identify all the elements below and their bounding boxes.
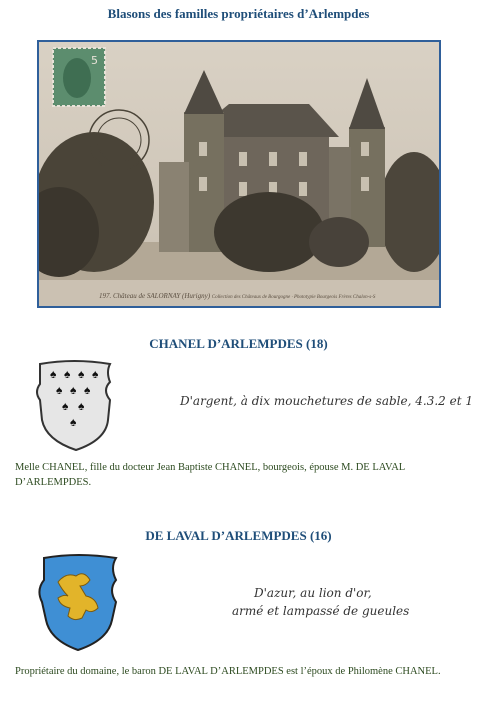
section-title-chanel: CHANEL D’ARLEMPDES (18): [149, 336, 328, 351]
svg-text:♠: ♠: [84, 383, 91, 397]
svg-text:♠: ♠: [92, 367, 99, 381]
chateau-illustration: [39, 42, 439, 306]
svg-text:5: 5: [91, 54, 98, 67]
svg-text:♠: ♠: [62, 399, 69, 413]
svg-text:♠: ♠: [56, 383, 63, 397]
de-laval-blazon-line2: armé et lampassé de gueules: [232, 604, 410, 618]
chanel-coat-of-arms-icon: [34, 360, 116, 452]
svg-text:♠: ♠: [78, 367, 85, 381]
section-title-de-laval: DE LAVAL D’ARLEMPDES (16): [145, 528, 332, 543]
photo-caption: 197. Château de SALORNAY (Hurigny) Collection des Châteaux de Bourgogne · Phototypie Bourgeois Frères Chalon-s-S: [99, 292, 376, 300]
chanel-description: Melle CHANEL, fille du docteur Jean Baptiste CHANEL, bourgeois, épouse M. DE LAVAL D’ARLEMPDES.: [15, 462, 405, 488]
chateau-postcard-photo: [37, 40, 441, 308]
page-title: Blasons des familles propriétaires d’Arlempdes: [107, 6, 370, 21]
de-laval-description: Propriétaire du domaine, le baron DE LAVAL D’ARLEMPDES est l’époux de Philomène CHANEL.: [15, 666, 441, 677]
svg-text:♠: ♠: [78, 399, 85, 413]
svg-text:♠: ♠: [70, 415, 77, 429]
svg-text:♠: ♠: [50, 367, 57, 381]
chanel-blazon-text: D'argent, à dix mouchetures de sable, 4.3.2 et 1: [180, 394, 473, 408]
postage-stamp: [53, 48, 105, 106]
svg-text:♠: ♠: [70, 383, 77, 397]
svg-text:♠: ♠: [64, 367, 71, 381]
de-laval-coat-of-arms-icon: [36, 552, 122, 652]
de-laval-blazon-line1: D'azur, au lion d'or,: [254, 586, 372, 600]
